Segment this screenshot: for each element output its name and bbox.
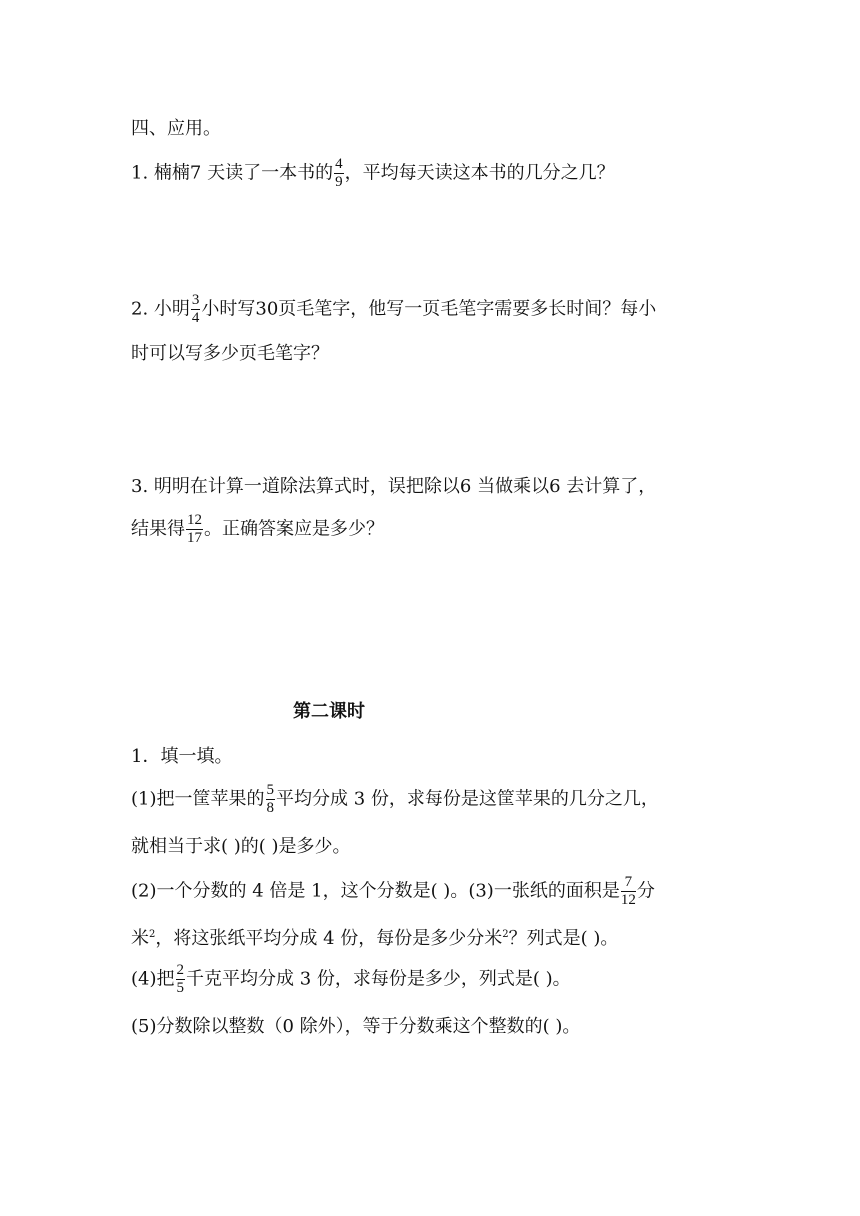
fraction-denominator: 9 xyxy=(335,174,343,190)
fraction-numerator: 7 xyxy=(621,875,636,892)
fraction-numerator: 12 xyxy=(187,512,202,528)
question-2 xyxy=(131,293,656,326)
fraction-numerator: 4 xyxy=(335,156,343,172)
part-3-line xyxy=(131,930,618,948)
question-3-text-a: 结果得 xyxy=(131,518,185,540)
fraction-5-8 xyxy=(266,783,276,816)
part-2-text-b: 分 xyxy=(636,880,655,902)
fill-in-heading: 1．填一填。 xyxy=(131,746,233,767)
fraction-denominator: 4 xyxy=(191,310,200,326)
question-3-text-b: 。正确答案应是多少？ xyxy=(204,518,384,540)
part-2-text-a: (2)一个分数的 4 倍是 1，这个分数是( )。(3)一张纸的面积是 xyxy=(131,880,620,902)
question-1-text-a: 1. 楠楠7 天读了一本书的 xyxy=(131,162,334,184)
fraction-3-4 xyxy=(191,293,201,326)
fraction-4-9 xyxy=(334,157,344,190)
fraction-12-17 xyxy=(186,513,203,546)
lesson-2-title: 第二课时 xyxy=(293,701,365,722)
part-4-text-b: 千克平均分成 3 份，求每份是多少，列式是( )。 xyxy=(186,968,571,990)
fraction-numerator: 5 xyxy=(266,782,274,798)
part-1 xyxy=(131,783,659,816)
part-3-text-a: 米 xyxy=(131,928,149,949)
question-2-line-2: 时可以写多少页毛笔字？ xyxy=(131,343,329,364)
part-3-text-c: ？列式是( )。 xyxy=(508,928,619,949)
part-4 xyxy=(131,963,571,996)
section-4-heading: 四、应用。 xyxy=(131,118,221,139)
part-5: (5)分数除以整数（0 除外），等于分数乘这个整数的( )。 xyxy=(131,1016,581,1037)
part-4-text-a: (4)把 xyxy=(131,968,175,990)
part-1-line-2: 就相当于求( )的( )是多少。 xyxy=(131,836,351,857)
fraction-denominator: 8 xyxy=(266,800,274,816)
fraction-numerator: 2 xyxy=(176,962,184,978)
part-2-3 xyxy=(131,875,655,908)
question-3-line-1: 3. 明明在计算一道除法算式时，误把除以6 当做乘以6 去计算了， xyxy=(131,476,657,497)
fraction-denominator: 17 xyxy=(187,530,202,546)
fraction-denominator: 5 xyxy=(176,980,184,996)
fraction-2-5 xyxy=(176,963,186,996)
question-1-text-b: ，平均每天读这本书的几分之几？ xyxy=(344,162,615,184)
superscript: 2 xyxy=(502,929,509,940)
part-1-text-b: 平均分成 3 份，求每份是这筐苹果的几分之几， xyxy=(276,788,659,810)
question-1 xyxy=(131,157,615,190)
part-1-text-a: (1)把一筐苹果的 xyxy=(131,788,265,810)
fraction-denominator: 12 xyxy=(620,892,636,908)
question-3-line-2 xyxy=(131,513,384,546)
part-3-text-b: ，将这张纸平均分成 4 份，每份是多少分米 xyxy=(155,928,503,949)
fraction-numerator: 3 xyxy=(191,292,200,308)
question-2-text-b: 小时写30页毛笔字，他写一页毛笔字需要多长时间？每小 xyxy=(201,298,657,320)
fraction-7-12 xyxy=(621,875,636,908)
question-2-text-a: 2. 小明 xyxy=(131,298,190,320)
superscript: 2 xyxy=(149,929,156,940)
